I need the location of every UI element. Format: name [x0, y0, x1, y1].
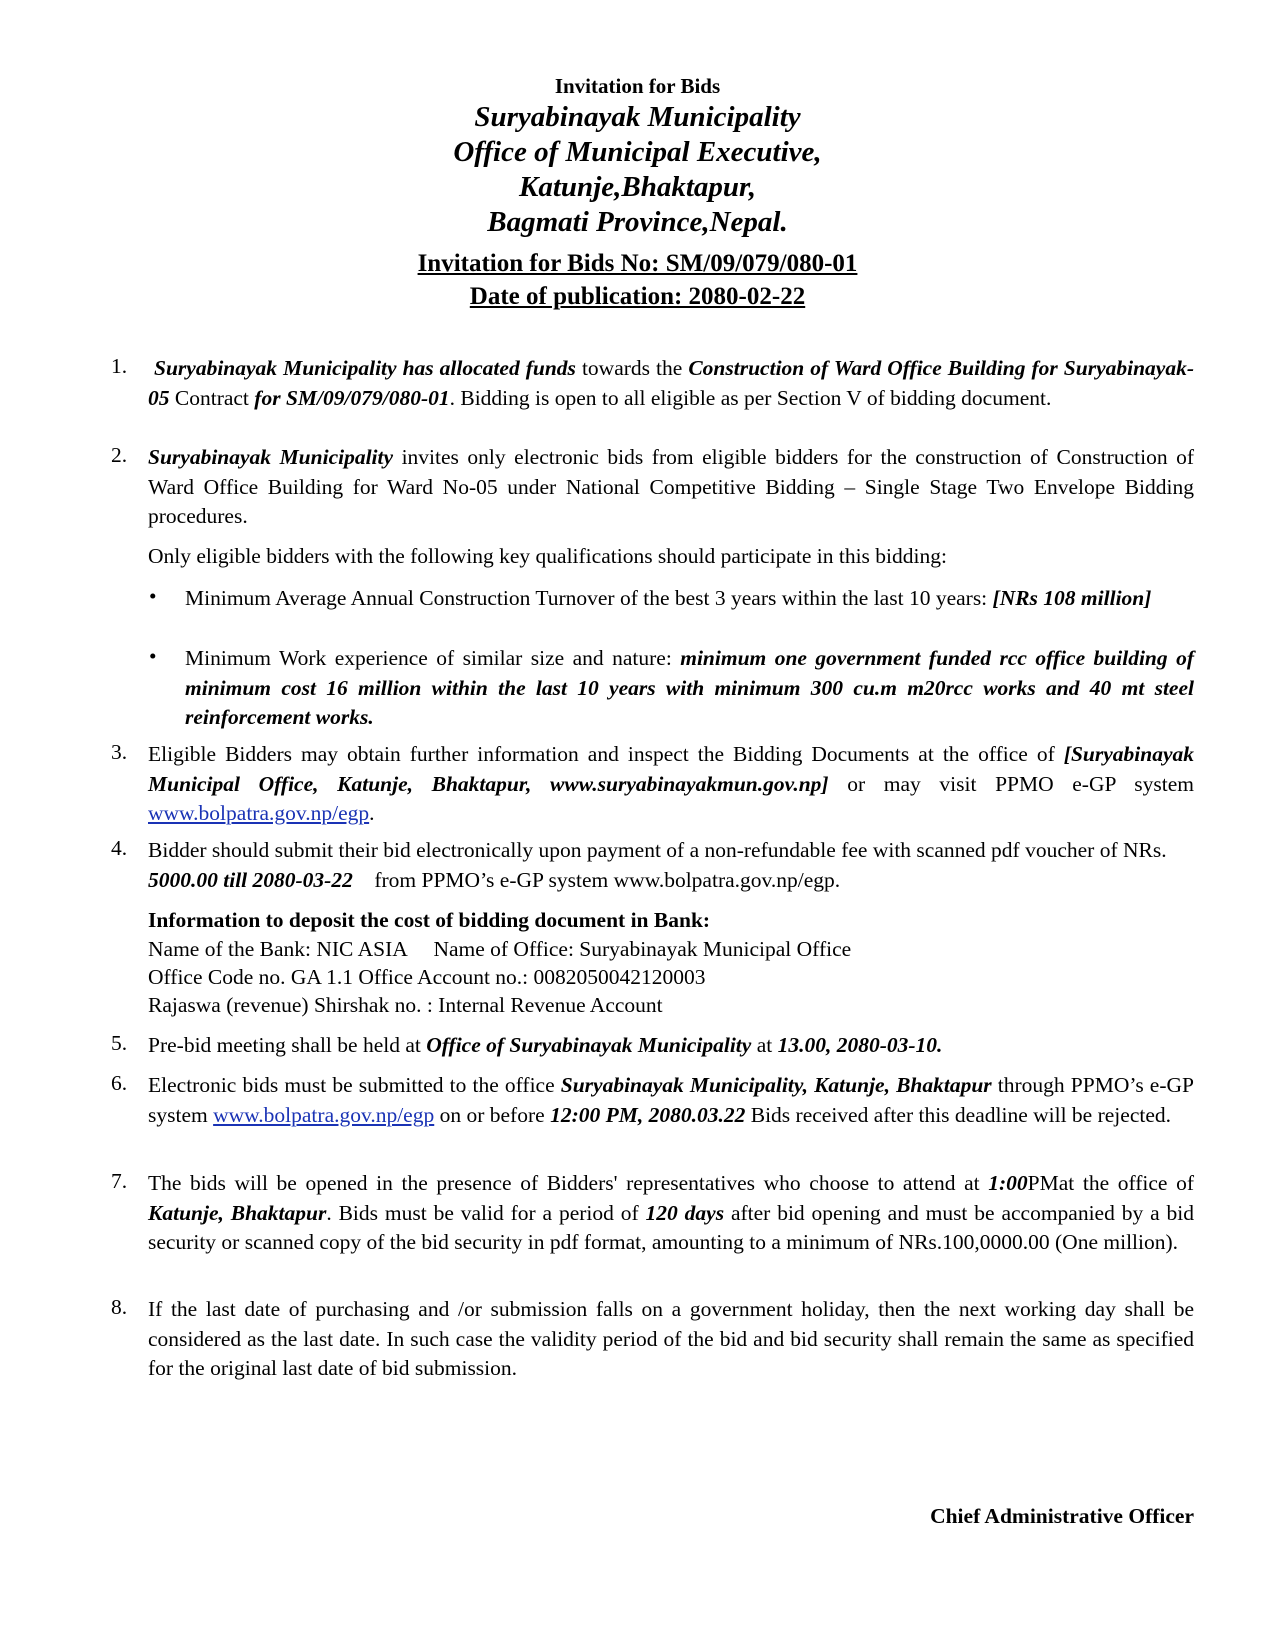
- item-1-part-b: towards the: [575, 356, 689, 380]
- bullet-1-marker: •: [149, 584, 157, 608]
- item-3-part-b: [Suryabinayak Municipal Office, Katunje, Bhaktapur, www.suryabinayakmun.gov.np]: [148, 742, 1194, 796]
- item-4-part-c: from PPMO’s e-GP system www.bolpatra.gov.np/egp.: [352, 867, 841, 892]
- publication-date: Date of publication: 2080-02-22: [469, 283, 806, 310]
- item-7-part-e: . Bids must be valid for a period of: [326, 1200, 646, 1225]
- item-5-part-d: 13.00, 2080-03-10.: [777, 1033, 943, 1057]
- egp-link[interactable]: www.bolpatra.gov.np/egp: [148, 801, 370, 825]
- item-number-3: 3.: [111, 740, 128, 764]
- item-6-part-d: on or before: [434, 1102, 551, 1127]
- qualification-bullet-1: [185, 584, 1194, 614]
- bullet-2-value: minimum one government funded rcc office building of minimum cost 16 million within the last 10 years with minimum 300 cu.m m20rcc works and 40 mt steel reinforcement works.: [185, 646, 1194, 729]
- item-8: If the last date of purchasing and /or submission falls on a government holiday, then the next working day shall be considered as the last date. In such case the validity period of the bid and bid security shall remain the same as specified for the original last date of bid submission.: [148, 1297, 1194, 1380]
- item-7-part-g: after bid opening and must be accompanied by a bid security or scanned copy of the bid security in pdf format, amounting to a minimum of NRs.100,0000.00 (One million).: [148, 1200, 1194, 1254]
- item-7: [148, 1169, 1194, 1258]
- doc-type-heading: Invitation for Bids: [554, 74, 721, 98]
- item-7-part-c: PMat the office of: [1027, 1171, 1194, 1195]
- item-6: [148, 1071, 1194, 1130]
- bank-info-line-1: Name of the Bank: NIC ASIA Name of Office: Suryabinayak Municipal Office: [148, 937, 852, 961]
- org-location: Katunje,Bhaktapur,: [519, 171, 756, 203]
- item-7-part-b: 1:00: [988, 1171, 1028, 1195]
- item-2-part-b: invites only electronic bids from eligible bidders for the construction of Construction of Ward Office Building for Ward No-05 under National Competitive Bidding – Single Stage Two Envelope Bidding procedures.: [148, 445, 1194, 528]
- item-number-8: 8.: [111, 1295, 128, 1319]
- item-number-4: 4.: [111, 836, 128, 860]
- item-1: [148, 354, 1194, 413]
- signature-title: Chief Administrative Officer: [930, 1504, 1194, 1528]
- item-5: [148, 1031, 1194, 1061]
- item-3-part-c: or may visit PPMO e-GP system: [828, 771, 1194, 796]
- item-number-6: 6.: [111, 1071, 128, 1095]
- item-3: [148, 740, 1194, 829]
- org-name: Suryabinayak Municipality: [474, 101, 801, 133]
- item-6-part-e: 12:00 PM, 2080.03.22: [550, 1102, 746, 1127]
- item-7-part-f: 120 days: [645, 1200, 725, 1225]
- item-5-part-a: Pre-bid meeting shall be held at: [148, 1033, 427, 1057]
- item-1-part-d: Contract: [169, 385, 255, 410]
- item-3-part-d: .: [369, 801, 375, 825]
- item-1-part-e: for SM/09/079/080-01: [254, 385, 450, 410]
- item-2: [148, 443, 1194, 532]
- item-number-1: 1.: [111, 354, 128, 378]
- item-6-part-b: Suryabinayak Municipality, Katunje, Bhaktapur: [560, 1073, 992, 1097]
- item-2-part-a: Suryabinayak Municipality: [148, 445, 394, 469]
- qualification-bullet-2: [185, 644, 1194, 733]
- bank-info-heading: Information to deposit the cost of bidding document in Bank:: [148, 908, 711, 932]
- item-5-part-b: Office of Suryabinayak Municipality: [426, 1033, 752, 1057]
- org-office: Office of Municipal Executive,: [453, 136, 822, 168]
- egp-link[interactable]: www.bolpatra.gov.np/egp: [213, 1102, 435, 1127]
- bank-info-line-3: Rajaswa (revenue) Shirshak no. : Internal Revenue Account: [148, 993, 663, 1017]
- item-7-part-d: Katunje, Bhaktapur: [148, 1200, 327, 1225]
- qualification-intro: Only eligible bidders with the following key qualifications should participate in this bidding:: [148, 544, 947, 568]
- org-province: Bagmati Province,Nepal.: [487, 206, 788, 238]
- item-number-2: 2.: [111, 443, 128, 467]
- item-1-part-f: . Bidding is open to all eligible as per Section V of bidding document.: [449, 385, 1052, 410]
- item-3-part-a: Eligible Bidders may obtain further information and inspect the Bidding Documents at the office of: [148, 742, 1064, 766]
- item-1-part-a: Suryabinayak Municipality has allocated funds: [154, 356, 576, 380]
- item-5-part-c: at: [751, 1033, 778, 1057]
- item-number-7: 7.: [111, 1169, 128, 1193]
- item-6-part-f: Bids received after this deadline will be rejected.: [745, 1102, 1172, 1127]
- bullet-1-text: Minimum Average Annual Construction Turnover of the best 3 years within the last 10 years:: [185, 586, 993, 610]
- item-4-part-a: Bidder should submit their bid electronically upon payment of a non-refundable fee with scanned pdf voucher of NRs.: [148, 838, 1167, 862]
- item-6-part-a: Electronic bids must be submitted to the office: [148, 1073, 561, 1097]
- ifb-number: Invitation for Bids No: SM/09/079/080-01: [417, 250, 858, 277]
- item-1-part-c: Construction of Ward Office Building for Suryabinayak-05: [148, 356, 1194, 410]
- bullet-1-value: [NRs 108 million]: [992, 586, 1152, 610]
- bullet-2-text: Minimum Work experience of similar size and nature:: [185, 646, 681, 670]
- item-4: [148, 836, 1194, 895]
- item-number-5: 5.: [111, 1031, 128, 1055]
- bullet-2-marker: •: [149, 644, 157, 668]
- item-7-part-a: The bids will be opened in the presence of Bidders' representatives who choose to attend at: [148, 1171, 989, 1195]
- item-6-part-c: through PPMO’s e-GP system: [148, 1073, 1194, 1127]
- item-4-part-b: 5000.00 till 2080-03-22: [148, 867, 353, 892]
- bank-info-line-2: Office Code no. GA 1.1 Office Account no.: 0082050042120003: [148, 965, 706, 989]
